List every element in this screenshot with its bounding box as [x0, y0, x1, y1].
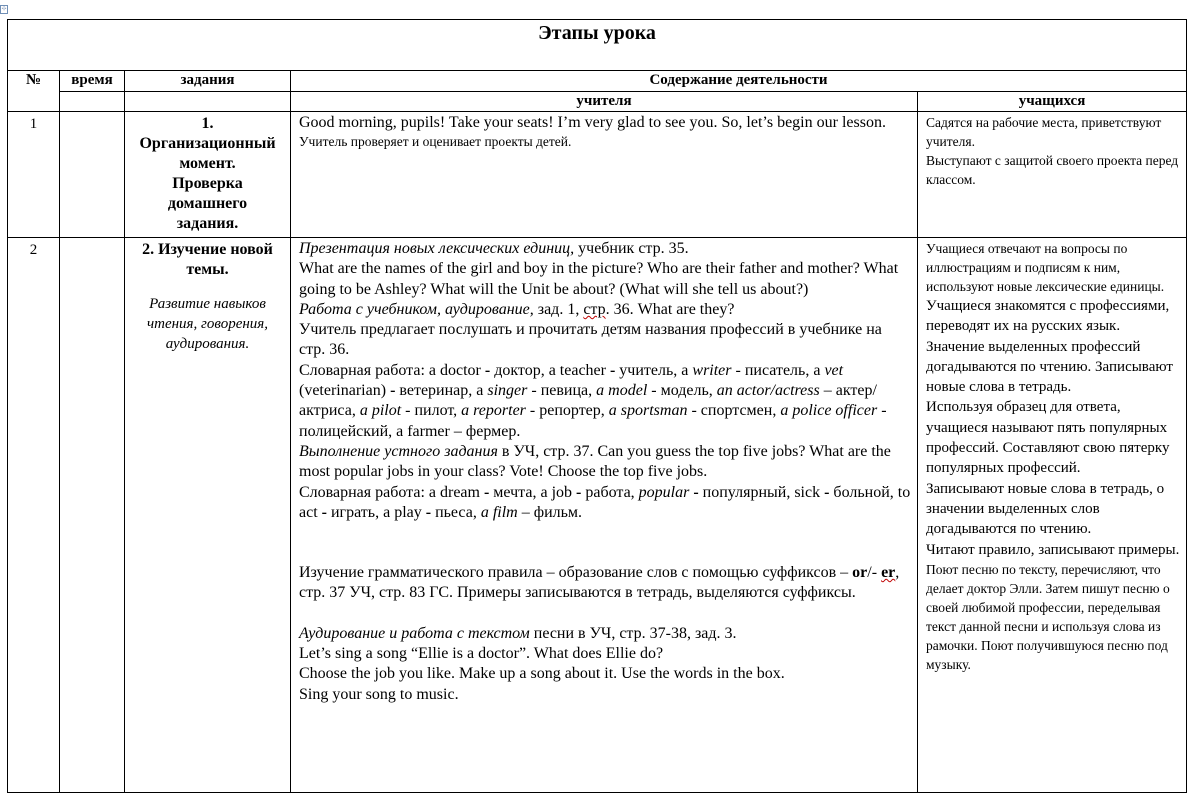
students-note: Учащиеся знакомятся с профессиями, переводят их на русских язык. Значение выделенных профессий догадываются по чтению. Записывают новые слова в тетрадь.	[926, 298, 1173, 396]
suffix-text: er	[881, 564, 896, 582]
task-line: Проверка	[172, 175, 243, 192]
teacher-paragraph: What are the names of the girl and boy in the picture? Who are their father and mother? What going to be Ashley? What will the Unit be about? (What will she tell us about?)	[299, 260, 899, 298]
vocab-word: a pilot	[359, 402, 402, 420]
vocab-text: – фильм.	[517, 503, 583, 521]
vocab-word: popular	[638, 483, 690, 501]
task-line: задания.	[176, 215, 239, 232]
teacher-paragraph	[299, 442, 911, 483]
vocabulary-paragraph	[299, 483, 911, 524]
students-note: Выступают с защитой своего проекта перед классом.	[926, 153, 1179, 187]
vocab-text: учитель, a	[615, 361, 693, 379]
row-number: 1	[8, 112, 60, 238]
students-note: Садятся на рабочие места, приветствуют учителя.	[926, 115, 1162, 149]
plain-text: в УЧ, стр. 37. Can you guess the top five jobs? What are the most popular jobs in your class? Vote! Choose the top five jobs.	[299, 442, 891, 481]
task-title: 2. Изучение новой темы.	[142, 241, 273, 278]
header-teacher: учителя	[291, 92, 918, 112]
teacher-cell	[291, 238, 918, 793]
suffix-text: or	[852, 564, 868, 582]
header-num-label: №	[25, 72, 42, 88]
plain-text: /-	[867, 564, 882, 582]
task-subtitle: Развитие навыков чтения, говорения, аудирования.	[146, 296, 269, 352]
table-title: Этапы урока	[8, 20, 1187, 71]
spellcheck-text: стр	[583, 300, 606, 318]
table-row	[8, 112, 1187, 238]
vocab-text: популярный, sick	[698, 483, 825, 501]
plain-text: . 36. What are they?	[605, 300, 735, 318]
vocab-text: играть, a play	[326, 503, 426, 521]
vocab-text: -	[484, 361, 491, 379]
students-note: Используя образец для ответа, учащиеся называют пять популярных профессий. Составляют свою пятерку популярных профессий.	[926, 399, 1170, 477]
students-note: Поют песню по тексту, перечисляют, что делает доктор Элли. Затем пишут песню о своей любимой профессии, переделывая текст данной песни и используя слова из рамочки. Поют получившуюся песню под музыку.	[926, 561, 1170, 672]
teacher-paragraph	[299, 563, 911, 604]
task-line: домашнего	[167, 195, 248, 212]
plain-text: учебник стр. 35.	[574, 240, 689, 257]
vocab-text: -	[321, 503, 327, 521]
vocab-word: a model	[596, 382, 648, 400]
vocab-text: -	[483, 483, 490, 501]
task-line: момент.	[179, 155, 236, 172]
vocab-word: an actor/actress	[716, 382, 820, 400]
vocab-text: -	[425, 503, 432, 521]
vocab-word: writer	[692, 361, 732, 379]
teacher-paragraph: Choose the job you like. Make up a song about it. Use the words in the box.	[299, 665, 785, 683]
vocab-word: a police officer	[780, 402, 878, 420]
lesson-stages-table	[7, 19, 1187, 793]
teacher-paragraph	[299, 624, 911, 644]
vocab-text: доктор, a teacher	[490, 361, 610, 379]
header-students: учащихся	[918, 92, 1187, 112]
task-line: Организационный	[139, 135, 276, 152]
spacer	[299, 523, 911, 563]
vocab-text: Словарная работа: a doctor	[299, 361, 485, 379]
vocabulary-paragraph	[299, 361, 911, 442]
vocab-text: ветеринар, a	[395, 382, 488, 400]
students-note: Учащиеся отвечают на вопросы по иллюстрациям и подписям к ним, используют новые лексические единицы.	[926, 241, 1165, 294]
students-note: Читают правило, записывают примеры.	[926, 541, 1180, 558]
vocab-text: -	[824, 483, 830, 501]
header-tasks: задания	[125, 71, 291, 92]
vocab-text: - спортсмен,	[687, 402, 781, 420]
vocab-text: - певица,	[527, 382, 597, 400]
header-content: Содержание деятельности	[291, 71, 1187, 92]
vocab-text: -	[609, 361, 616, 379]
italic-text: Аудирование и работа с текстом	[299, 624, 530, 642]
vocab-text: - полицейский, a farmer – фермер.	[299, 402, 887, 440]
spacer	[299, 604, 911, 624]
vocab-word: a reporter	[461, 402, 526, 420]
vocab-word: a film	[480, 503, 518, 521]
vocab-text: -	[390, 382, 396, 400]
vocab-text: - репортер,	[525, 402, 609, 420]
row-number: 2	[8, 238, 60, 793]
vocab-text: Словарная работа: a dream	[299, 483, 484, 501]
italic-text: Работа с учебником, аудирование,	[299, 300, 534, 318]
plain-text: песни в УЧ, стр. 37-38, зад. 3.	[529, 624, 737, 642]
plain-text: Изучение грамматического правила – образование слов с помощью суффиксов –	[299, 564, 853, 582]
vocab-text: (veterinarian)	[299, 382, 391, 400]
table-move-handle-icon[interactable]: ⊹	[1, 5, 7, 12]
teacher-cell	[291, 112, 918, 238]
vocab-text: - пилот,	[401, 402, 462, 420]
italic-text: Выполнение устного задания	[299, 442, 498, 460]
italic-text: Презентация новых лексических единиц,	[299, 240, 575, 257]
teacher-paragraph: Учитель предлагает послушать и прочитать детям названия профессий в учебнике на стр. 36.	[299, 321, 882, 359]
row-time	[60, 238, 125, 793]
table-row	[8, 238, 1187, 793]
students-cell	[918, 112, 1187, 238]
teacher-paragraph	[299, 239, 911, 259]
header-time-empty	[60, 92, 125, 112]
task-cell	[125, 238, 291, 793]
vocab-text: – актер/актриса,	[299, 382, 877, 420]
header-time: время	[60, 71, 125, 92]
teacher-note: Учитель проверяет и оценивает проекты детей.	[299, 134, 572, 150]
vocab-text: больной, to act	[299, 483, 911, 521]
vocab-text: - модель,	[647, 382, 717, 400]
task-cell	[125, 112, 291, 238]
header-num	[8, 71, 60, 112]
header-tasks-empty	[125, 92, 291, 112]
task-line: 1.	[201, 115, 214, 132]
vocab-text: работа,	[581, 483, 639, 501]
vocab-text: мечта, a job	[489, 483, 577, 501]
students-note: Записывают новые слова в тетрадь, о значении выделенных слов догадываются по чтению.	[926, 480, 1165, 538]
vocab-word: vet	[824, 361, 844, 379]
vocab-text: -	[576, 483, 582, 501]
students-cell	[918, 238, 1187, 793]
teacher-paragraph: Sing your song to music.	[299, 685, 459, 703]
vocab-word: singer	[487, 382, 528, 400]
plain-text: зад. 1,	[533, 300, 584, 318]
plain-text: , стр. 37 УЧ, стр. 83 ГС. Примеры записываются в тетрадь, выделяются суффиксы.	[299, 564, 900, 602]
vocab-text: пьеса,	[431, 503, 481, 521]
teacher-paragraph	[299, 300, 911, 320]
vocab-word: a sportsman	[608, 402, 688, 420]
vocab-text: - писатель, a	[731, 361, 825, 379]
vocab-text: -	[693, 483, 699, 501]
teacher-greeting: Good morning, pupils! Take your seats! I’m very glad to see you. So, let’s begin our lesson.	[299, 114, 886, 131]
row-time	[60, 112, 125, 238]
teacher-paragraph: Let’s sing a song “Ellie is a doctor”. What does Ellie do?	[299, 645, 664, 663]
